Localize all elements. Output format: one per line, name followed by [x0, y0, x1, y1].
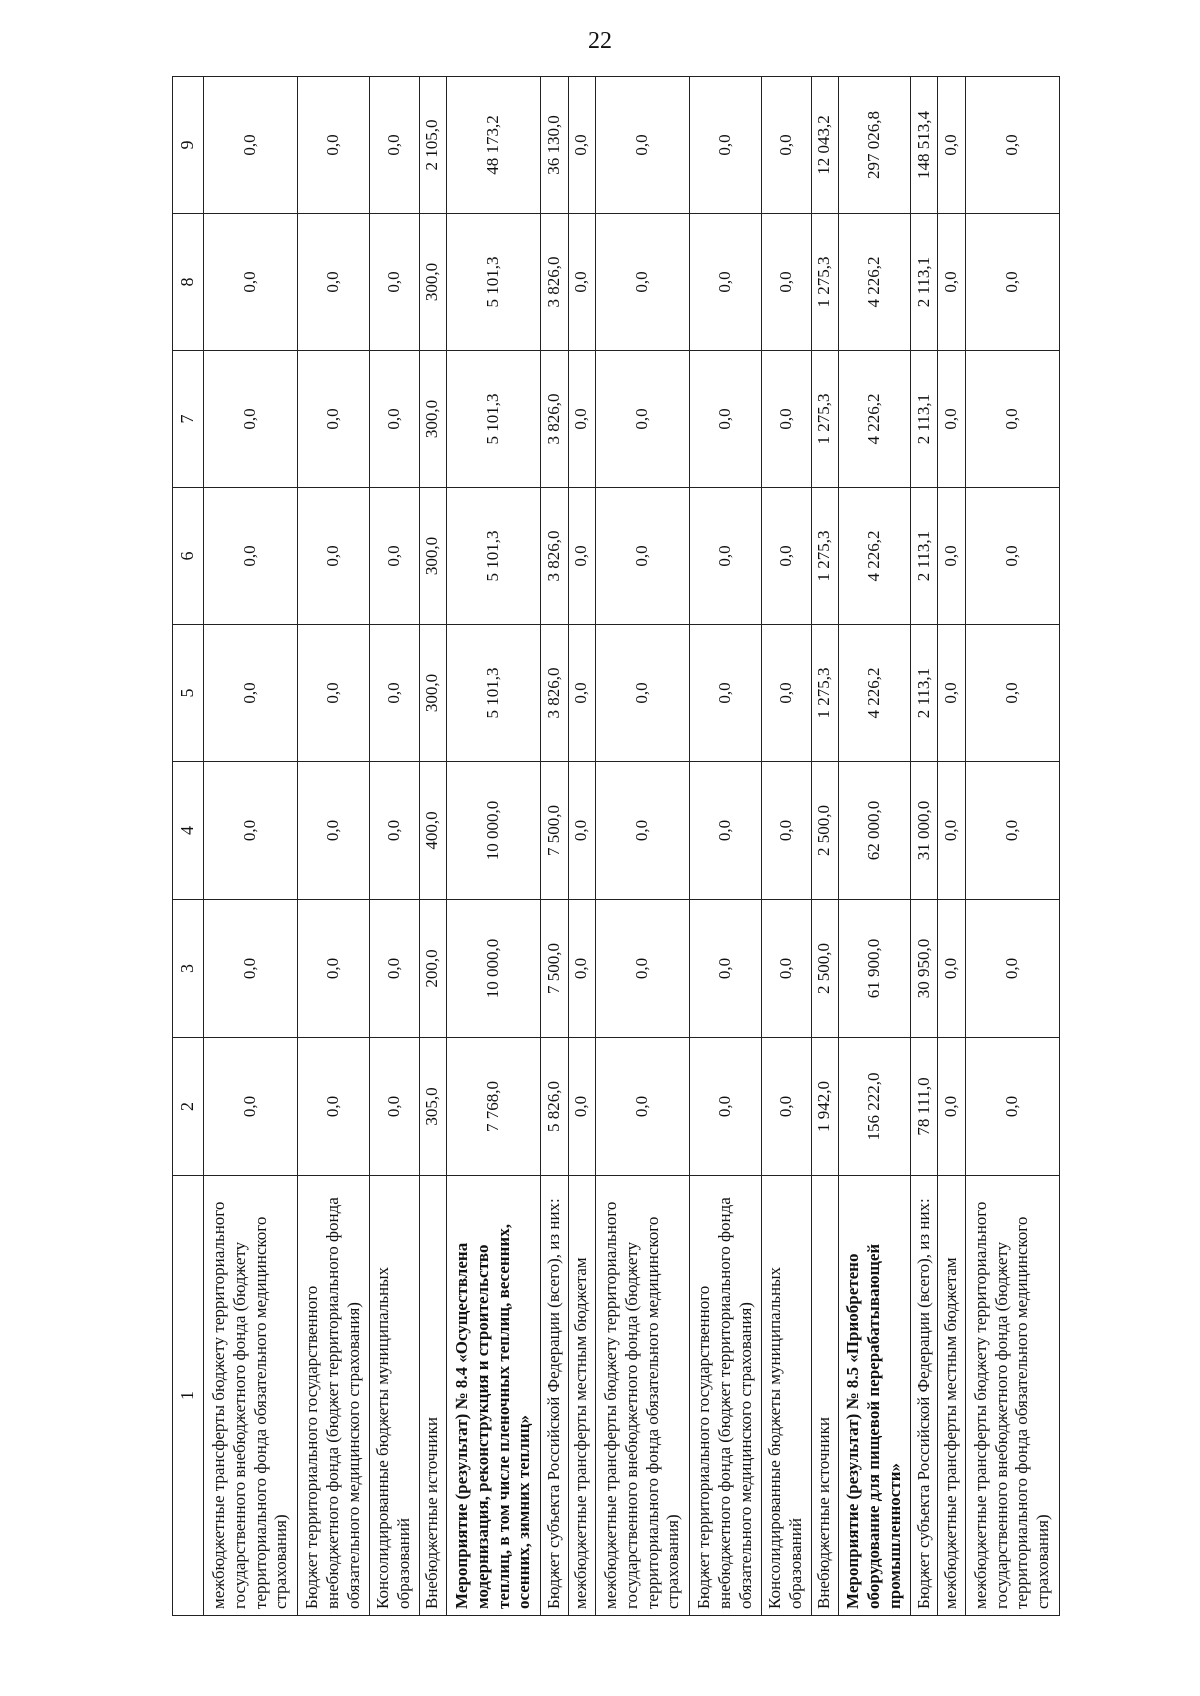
value-cell: 0,0: [690, 900, 762, 1038]
value-cell: 0,0: [369, 900, 419, 1038]
table-row: [910, 77, 938, 1616]
value-cell: 0,0: [596, 900, 690, 1038]
value-cell: 0,0: [596, 762, 690, 900]
row-label: межбюджетные трансферты бюджету территориального государственного внебюджетного фонда (бюджету территориального фонда обязательного медицинского страхования): [204, 1176, 298, 1616]
value-cell: 400,0: [419, 762, 447, 900]
value-cell: 0,0: [761, 762, 811, 900]
value-cell: 156 222,0: [839, 1038, 911, 1176]
value-cell: 0,0: [965, 488, 1059, 625]
row-label: межбюджетные трансферты бюджету территориального государственного внебюджетного фонда (бюджету территориального фонда обязательного медицинского страхования): [596, 1176, 690, 1616]
value-cell: 0,0: [761, 351, 811, 488]
value-cell: 0,0: [369, 351, 419, 488]
value-cell: 4 226,2: [839, 625, 911, 762]
page-number: 22: [588, 28, 612, 54]
value-cell: 0,0: [596, 625, 690, 762]
value-cell: 0,0: [965, 625, 1059, 762]
value-cell: 0,0: [965, 762, 1059, 900]
value-cell: 200,0: [419, 900, 447, 1038]
value-cell: 0,0: [204, 488, 298, 625]
value-cell: 0,0: [298, 762, 370, 900]
value-cell: 0,0: [596, 214, 690, 351]
value-cell: 3 826,0: [541, 625, 569, 762]
value-cell: 0,0: [761, 900, 811, 1038]
value-cell: 300,0: [419, 351, 447, 488]
row-label: Мероприятие (результат) № 8.4 «Осуществлена модернизация, реконструкция и строительство теплиц, в том числе пленочных теплиц, весенних, осенних, зимних теплиц»: [447, 1176, 541, 1616]
value-cell: 2 500,0: [811, 900, 839, 1038]
value-cell: 0,0: [596, 351, 690, 488]
value-cell: 0,0: [568, 77, 596, 214]
value-cell: 5 101,3: [447, 625, 541, 762]
column-header: 3: [173, 900, 204, 1038]
row-label: межбюджетные трансферты бюджету территориального государственного внебюджетного фонда (бюджету территориального фонда обязательного медицинского страхования): [965, 1176, 1059, 1616]
value-cell: 5 101,3: [447, 214, 541, 351]
value-cell: 0,0: [938, 77, 966, 214]
value-cell: 305,0: [419, 1038, 447, 1176]
value-cell: 0,0: [938, 625, 966, 762]
value-cell: 1 275,3: [811, 488, 839, 625]
value-cell: 3 826,0: [541, 214, 569, 351]
value-cell: 0,0: [568, 900, 596, 1038]
value-cell: 0,0: [568, 625, 596, 762]
value-cell: 0,0: [298, 351, 370, 488]
value-cell: 0,0: [369, 214, 419, 351]
row-label: межбюджетные трансферты местным бюджетам: [938, 1176, 966, 1616]
value-cell: 4 226,2: [839, 214, 911, 351]
table-header-row: [173, 77, 204, 1616]
value-cell: 0,0: [938, 214, 966, 351]
value-cell: 0,0: [298, 488, 370, 625]
value-cell: 297 026,8: [839, 77, 911, 214]
value-cell: 300,0: [419, 214, 447, 351]
value-cell: 36 130,0: [541, 77, 569, 214]
table-row: [839, 77, 911, 1616]
value-cell: 4 226,2: [839, 488, 911, 625]
value-cell: 0,0: [204, 762, 298, 900]
row-label: межбюджетные трансферты местным бюджетам: [568, 1176, 596, 1616]
value-cell: 0,0: [298, 900, 370, 1038]
value-cell: 0,0: [690, 1038, 762, 1176]
value-cell: 1 275,3: [811, 625, 839, 762]
value-cell: 300,0: [419, 488, 447, 625]
value-cell: 2 105,0: [419, 77, 447, 214]
value-cell: 0,0: [369, 77, 419, 214]
value-cell: 2 113,1: [910, 214, 938, 351]
column-header: 9: [173, 77, 204, 214]
value-cell: 0,0: [369, 1038, 419, 1176]
value-cell: 7 500,0: [541, 762, 569, 900]
budget-table: [172, 76, 1060, 1616]
value-cell: 1 275,3: [811, 351, 839, 488]
row-label: Консолидированные бюджеты муниципальных образований: [761, 1176, 811, 1616]
row-label: Бюджет территориального государственного внебюджетного фонда (бюджет территориального фонда обязательного медицинского страхования): [298, 1176, 370, 1616]
table-row: [938, 77, 966, 1616]
value-cell: 0,0: [690, 625, 762, 762]
table-row: [811, 77, 839, 1616]
value-cell: 0,0: [568, 1038, 596, 1176]
value-cell: 10 000,0: [447, 900, 541, 1038]
row-label: Внебюджетные источники: [419, 1176, 447, 1616]
value-cell: 0,0: [938, 488, 966, 625]
value-cell: 0,0: [938, 351, 966, 488]
value-cell: 31 000,0: [910, 762, 938, 900]
row-label: Бюджет территориального государственного внебюджетного фонда (бюджет территориального фонда обязательного медицинского страхования): [690, 1176, 762, 1616]
value-cell: 0,0: [204, 900, 298, 1038]
table-row: [761, 77, 811, 1616]
value-cell: 5 101,3: [447, 488, 541, 625]
table-row: [298, 77, 370, 1616]
value-cell: 0,0: [690, 351, 762, 488]
table-row: [541, 77, 569, 1616]
row-label: Внебюджетные источники: [811, 1176, 839, 1616]
value-cell: 0,0: [204, 214, 298, 351]
table-row: [690, 77, 762, 1616]
value-cell: 0,0: [690, 77, 762, 214]
value-cell: 0,0: [690, 762, 762, 900]
table-row: [965, 77, 1059, 1616]
value-cell: 0,0: [204, 1038, 298, 1176]
rotated-table-frame: [172, 76, 1060, 1616]
value-cell: 0,0: [369, 488, 419, 625]
value-cell: 78 111,0: [910, 1038, 938, 1176]
column-header: 6: [173, 488, 204, 625]
column-header: 1: [173, 1176, 204, 1616]
table-row: [204, 77, 298, 1616]
row-label: Бюджет субъекта Российской Федерации (всего), из них:: [910, 1176, 938, 1616]
value-cell: 0,0: [568, 351, 596, 488]
value-cell: 0,0: [204, 351, 298, 488]
value-cell: 0,0: [596, 488, 690, 625]
value-cell: 4 226,2: [839, 351, 911, 488]
value-cell: 0,0: [298, 214, 370, 351]
value-cell: 0,0: [761, 214, 811, 351]
value-cell: 0,0: [568, 762, 596, 900]
value-cell: 10 000,0: [447, 762, 541, 900]
value-cell: 0,0: [938, 1038, 966, 1176]
value-cell: 0,0: [596, 77, 690, 214]
value-cell: 0,0: [965, 351, 1059, 488]
value-cell: 3 826,0: [541, 351, 569, 488]
value-cell: 0,0: [965, 900, 1059, 1038]
value-cell: 0,0: [369, 762, 419, 900]
value-cell: 0,0: [204, 77, 298, 214]
value-cell: 0,0: [761, 1038, 811, 1176]
column-header: 5: [173, 625, 204, 762]
row-label: Консолидированные бюджеты муниципальных образований: [369, 1176, 419, 1616]
value-cell: 48 173,2: [447, 77, 541, 214]
value-cell: 1 942,0: [811, 1038, 839, 1176]
table-row: [419, 77, 447, 1616]
value-cell: 0,0: [761, 77, 811, 214]
value-cell: 0,0: [965, 214, 1059, 351]
value-cell: 5 101,3: [447, 351, 541, 488]
value-cell: 2 113,1: [910, 625, 938, 762]
value-cell: 0,0: [938, 762, 966, 900]
rotated-table-container: [172, 76, 1060, 1616]
value-cell: 0,0: [690, 214, 762, 351]
value-cell: 61 900,0: [839, 900, 911, 1038]
value-cell: 7 768,0: [447, 1038, 541, 1176]
value-cell: 2 113,1: [910, 488, 938, 625]
value-cell: 0,0: [965, 1038, 1059, 1176]
value-cell: 30 950,0: [910, 900, 938, 1038]
value-cell: 7 500,0: [541, 900, 569, 1038]
value-cell: 0,0: [690, 488, 762, 625]
row-label: Бюджет субъекта Российской Федерации (всего), из них:: [541, 1176, 569, 1616]
value-cell: 2 500,0: [811, 762, 839, 900]
value-cell: 0,0: [568, 488, 596, 625]
value-cell: 0,0: [761, 625, 811, 762]
value-cell: 0,0: [298, 1038, 370, 1176]
row-label: Мероприятие (результат) № 8.5 «Приобретено оборудование для пищевой перерабатывающей промышленности»: [839, 1176, 911, 1616]
value-cell: 62 000,0: [839, 762, 911, 900]
value-cell: 0,0: [298, 77, 370, 214]
column-header: 4: [173, 762, 204, 900]
value-cell: 0,0: [761, 488, 811, 625]
value-cell: 0,0: [204, 625, 298, 762]
table-row: [447, 77, 541, 1616]
value-cell: 148 513,4: [910, 77, 938, 214]
table-row: [568, 77, 596, 1616]
value-cell: 1 275,3: [811, 214, 839, 351]
table-row: [369, 77, 419, 1616]
value-cell: 0,0: [369, 625, 419, 762]
value-cell: 0,0: [938, 900, 966, 1038]
value-cell: 300,0: [419, 625, 447, 762]
value-cell: 2 113,1: [910, 351, 938, 488]
value-cell: 0,0: [568, 214, 596, 351]
value-cell: 0,0: [965, 77, 1059, 214]
column-header: 7: [173, 351, 204, 488]
value-cell: 5 826,0: [541, 1038, 569, 1176]
value-cell: 12 043,2: [811, 77, 839, 214]
value-cell: 3 826,0: [541, 488, 569, 625]
table-body: [204, 77, 1060, 1616]
value-cell: 0,0: [298, 625, 370, 762]
column-header: 2: [173, 1038, 204, 1176]
table-row: [596, 77, 690, 1616]
column-header: 8: [173, 214, 204, 351]
value-cell: 0,0: [596, 1038, 690, 1176]
